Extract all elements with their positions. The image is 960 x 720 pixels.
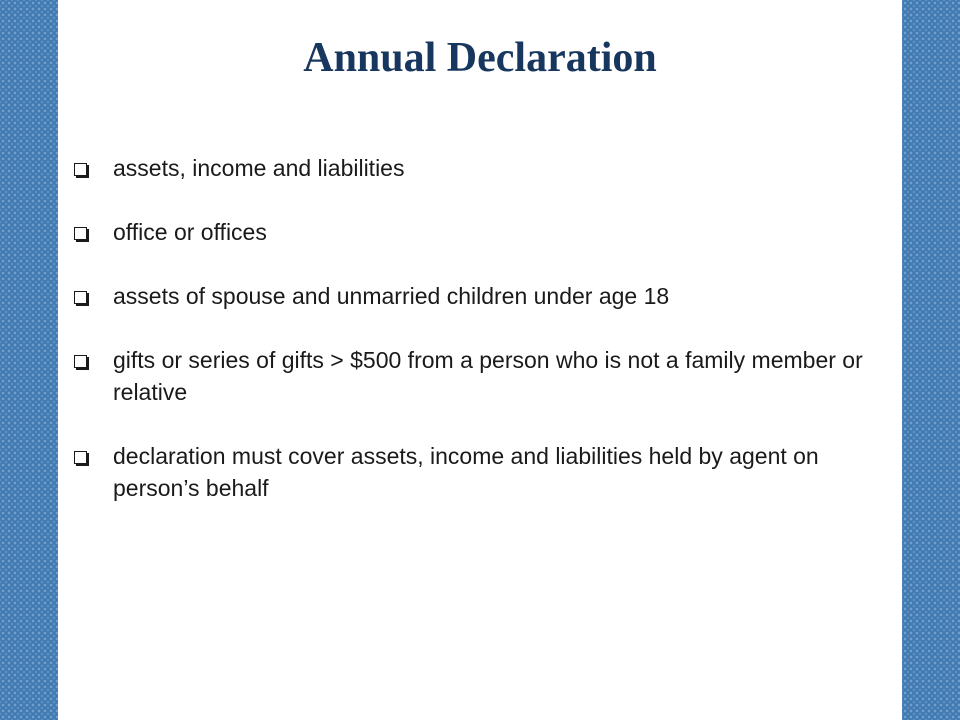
slide-title: Annual Declaration	[303, 35, 657, 81]
bullet-text: office or offices	[113, 219, 267, 245]
square-bullet-icon	[74, 227, 87, 240]
bullet-item	[74, 440, 894, 504]
bullet-text: assets, income and liabilities	[113, 155, 405, 181]
right-decorative-band	[902, 0, 960, 720]
bullet-item	[74, 280, 894, 312]
square-bullet-icon	[74, 163, 87, 176]
left-decorative-band	[0, 0, 58, 720]
bullet-text: declaration must cover assets, income and liabilities held by agent on person’s behalf	[113, 443, 819, 501]
bullet-item	[74, 216, 894, 248]
bullet-text: assets of spouse and unmarried children under age 18	[113, 283, 670, 309]
square-bullet-icon	[74, 291, 87, 304]
bullet-list	[74, 152, 894, 536]
bullet-item	[74, 152, 894, 184]
bullet-item	[74, 344, 894, 408]
square-bullet-icon	[74, 451, 87, 464]
bullet-text: gifts or series of gifts > $500 from a person who is not a family member or relative	[113, 347, 863, 405]
square-bullet-icon	[74, 355, 87, 368]
